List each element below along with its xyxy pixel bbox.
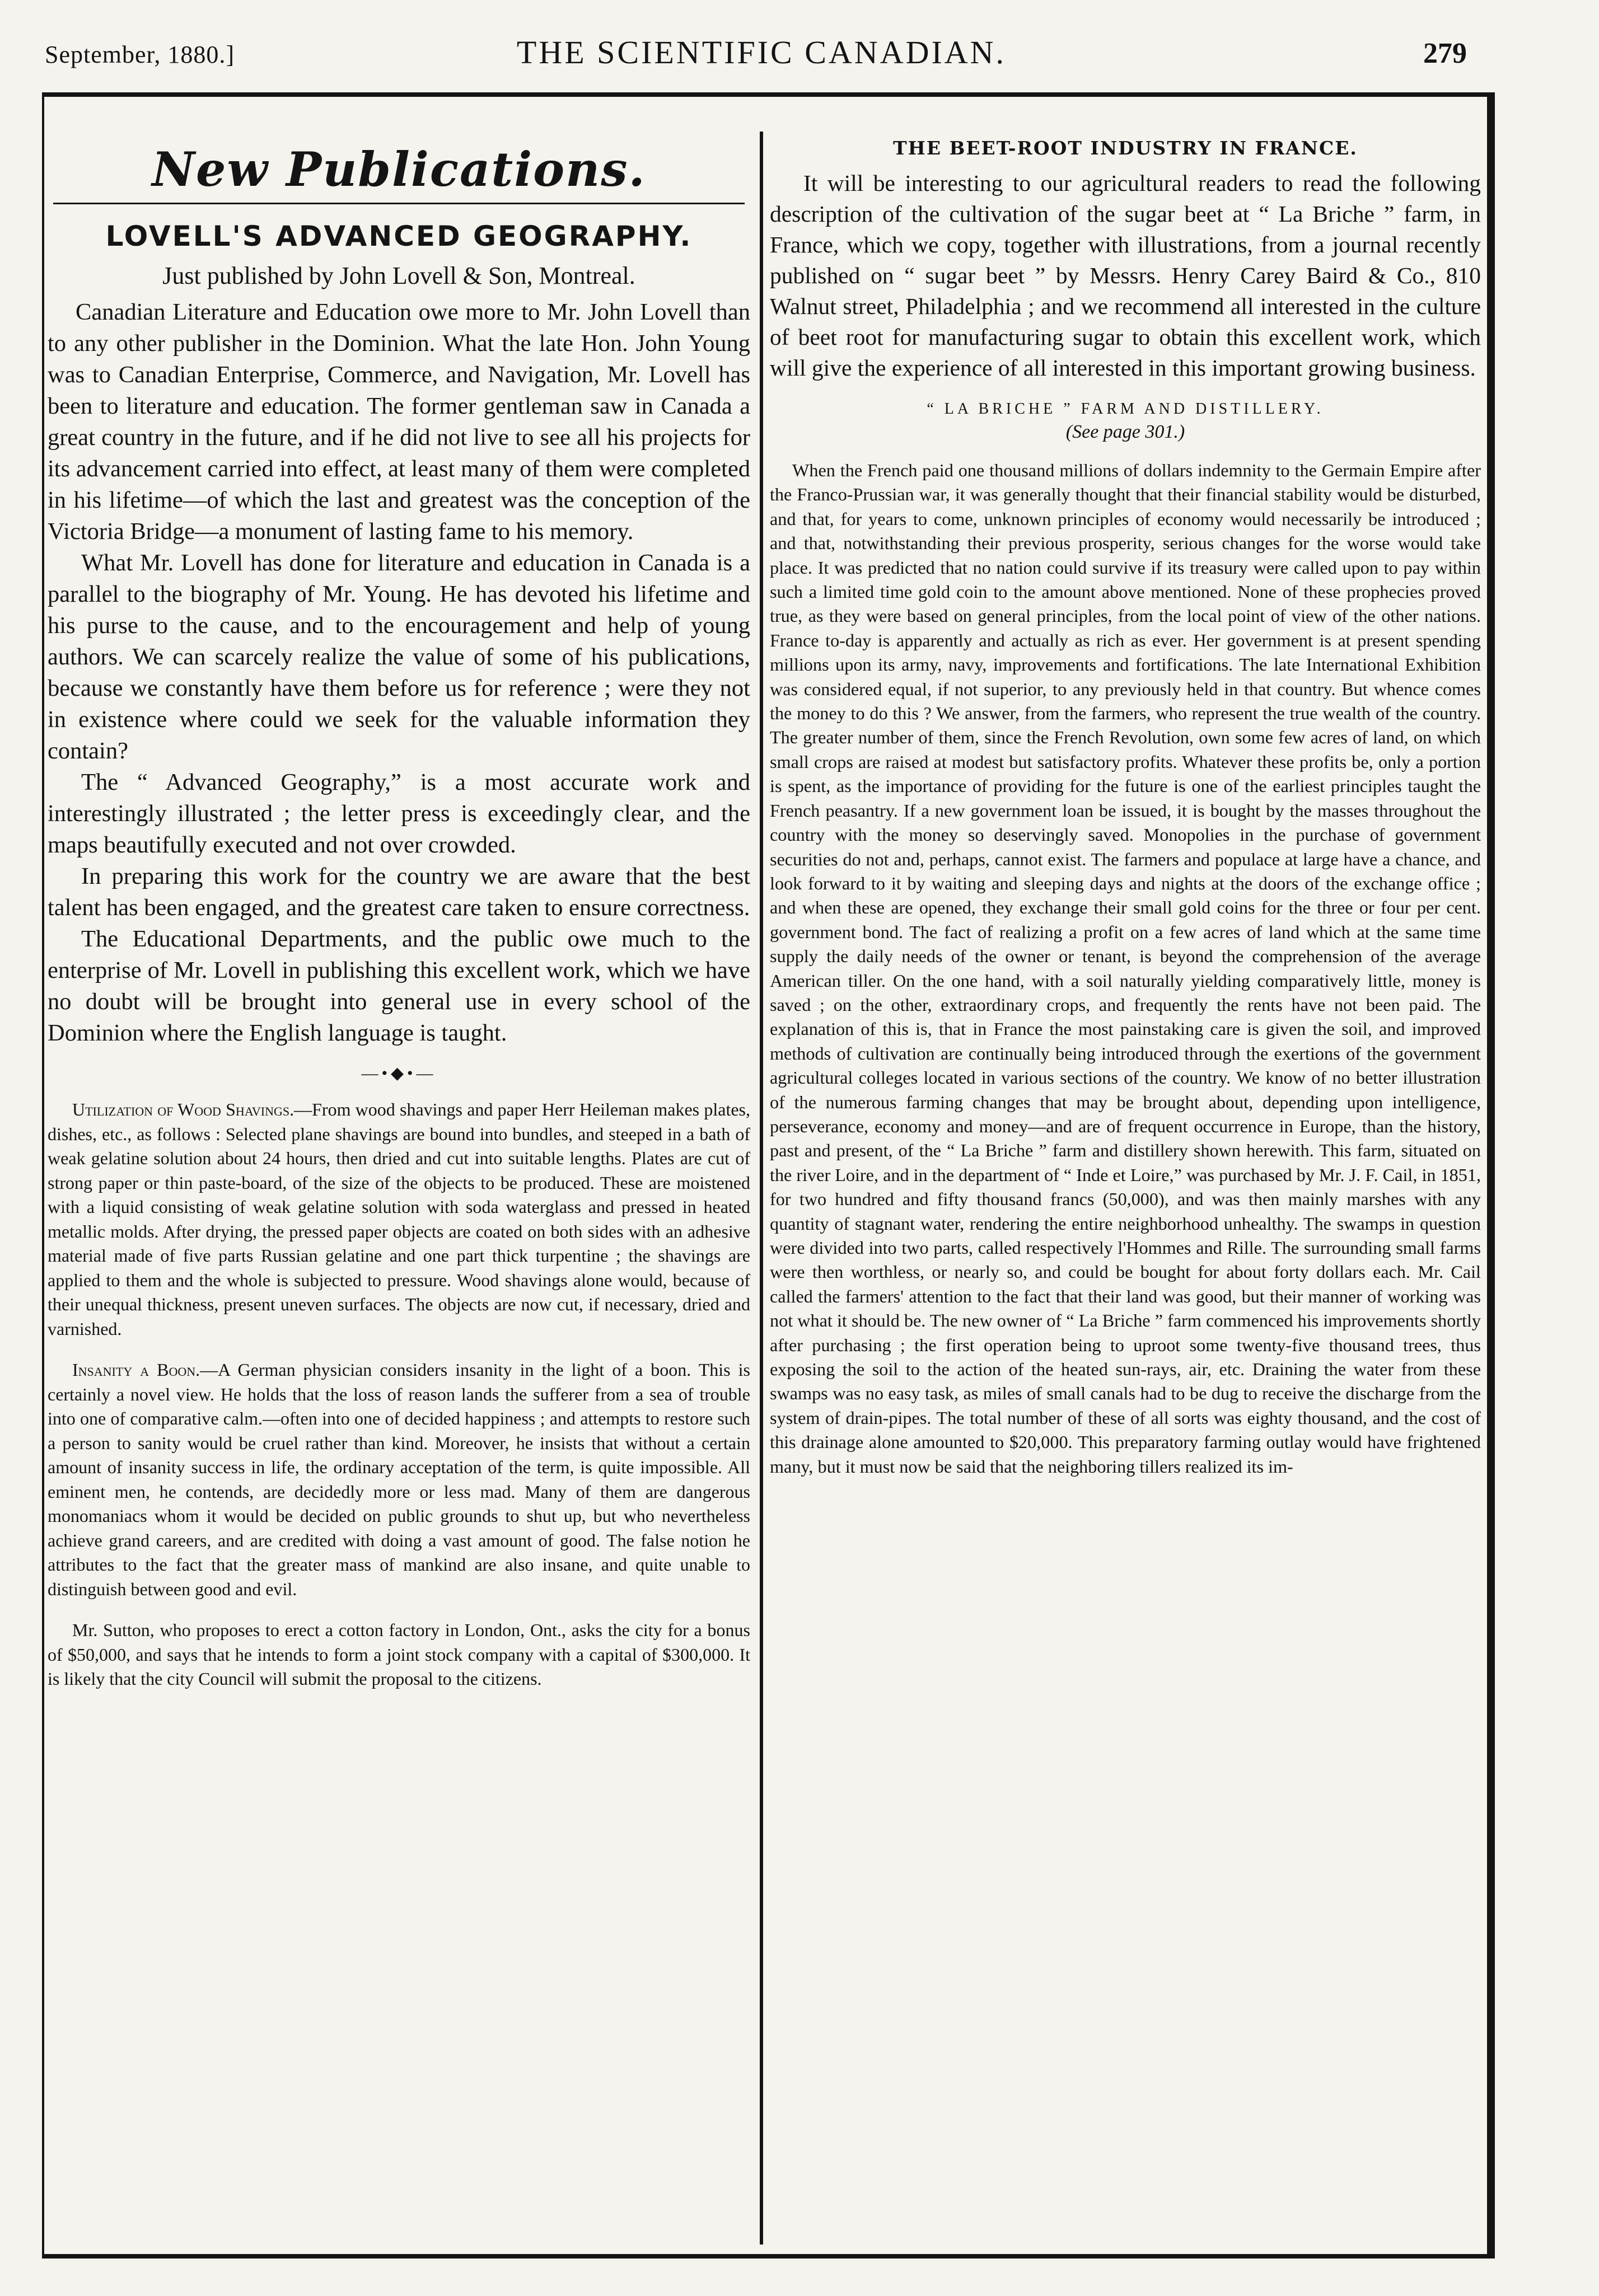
paragraph-body: —A German physician considers insanity in the light of a boon. This is certainly a novel view. He holds that the loss of reason lands the sufferer from a sea of trouble into one of comparative calm.—often into one of decided happiness ; and attempts to restore such a person to sanity would be cruel rather than kind. Moreover, he insists that without a certain amount of insanity success in life, the ordinary acceptation of the term, is quite impossible. All eminent men, he contends, are decidedly more or less mad. Many of them are dangerous monomaniacs whom it would be decided on public grounds to shut up, but who nevertheless achieve grand careers, and are credited with doing a vast amount of good. The false notion he attributes to the fact that the greater mass of mankind are also insane, and quite unable to distinguish between good and evil. xyxy=(48,1360,750,1599)
running-head xyxy=(45,34,1478,78)
paragraph-lead: Insanity a Boon. xyxy=(72,1360,200,1380)
article-title-lovell: LOVELL'S ADVANCED GEOGRAPHY. xyxy=(105,220,693,252)
paragraph-lead: Utilization of Wood Shavings. xyxy=(72,1099,294,1119)
article-separator: —•◆•— xyxy=(361,1064,437,1083)
paragraph-body: When the French paid one thousand millions of dollars indemnity to the Germain Empire after the Franco-Prussian war, it was generally thought that their financial stability would be disturbed, and that, for years to come, unknown principles of economy would necessarily be introduced ; and that, notwithstanding their previous prosperity, serious changes for the worse would take place. It was predicted that no nation could survive if its treasury were called upon to pay within such a limited time gold coin to the amount above mentioned. None of these prophecies proved true, as they were based on general principles, from the local point of view of the other nations. France to-day is apparently and actually as rich as ever. Her government is at present spending millions upon its army, navy, improvements and fortifications. The late International Exhibition was considered equal, if not superior, to any previously held in that country. But whence comes the money to do this ? We answer, from the farmers, who represent the true wealth of the country. The greater number of them, since the French Revolution, own some few acres of land, on which small crops are raised at modest but satisfactory profits. Whatever these profits be, only a portion is spent, as the importance of providing for the future is one of the earliest principles taught the French peasantry. If a new government loan be issued, it is bought by the masses throughout the country with the money so deservingly saved. Monopolies in the purchase of government securities do not and, perhaps, cannot exist. The farmers and populace at large have a chance, and look forward to it by waiting and sleeping days and nights at the doors of the exchange office ; and when these are opened, they exchange their small gold coins for the three or four per cent. government bond. The fact of realizing a profit on a few acres of land which at the same time supply the daily needs of the owner or tenant, is beyond the comprehension of the average American tiller. On the one hand, with a soil naturally yielding comparatively little, money is saved ; on the other, extraordinary crops, and frequently the rents have not been paid. The explanation of this is, that in France the most painstaking care is given the soil, and improved methods of cultivation are continually being introduced through the exertions of the government agricultural colleges located in various sections of the country. We know of no better illustration of the numerous farming changes that may be brought about, depending upon intelligence, perseverance, economy and money—and are of frequent occurrence in Europe, than the history, past and present, of the “ La Briche ” farm and distillery shown herewith. This farm, situated on the river Loire, and in the department of “ Inde et Loire,” was purchased by Mr. J. F. Cail, in 1851, for two hundred and fifty thousand francs (50,000), and was then mainly marshes with any quantity of stagnant water, rendering the entire neighborhood unhealthy. The swamps in question were divided into two parts, called respectively l'Hommes and Rille. The surrounding small farms were then worthless, or nearly so, and could be bought for about forty dollars each. Mr. Cail called the farmers' attention to the fact that their land was good, but their manner of working was not what it should be. The new owner of “ La Briche ” farm commenced his improvements shortly after purchasing ; the first operation being to uproot some twenty-five thousand trees, thus exposing the soil to the action of the heated sun-rays, air, etc. Draining the water from these swamps was no easy task, as miles of small canals had to be dug to receive the discharge from the system of drain-pipes. The total number of these of all sorts was eighty thousand, and the cost of this drainage alone amounted to $20,000. This preparatory farming outlay would have frightened many, but it must now be said that the neighboring tillers realized its im- xyxy=(770,460,1481,1477)
section-heading: New Publications. xyxy=(152,142,646,197)
journal-title: THE SCIENTIFIC CANADIAN. xyxy=(516,34,1007,71)
paragraph-body: —From wood shavings and paper Herr Heileman makes plates, dishes, etc., as follows : Selected plane shavings are bound into bundles, and steeped in a bath of weak gelatine solution about 24 hours, then dried and cut into suitable lengths. Plates are cut of strong paper or thin paste-board, of the size of the objects to be produced. These are moistened with a liquid consisting of weak gelatine solution with soda waterglass and pressed in heated metallic molds. After drying, the pressed paper objects are coated on both sides with an adhesive material made of five parts Russian gelatine and one part thick turpentine ; the shavings are applied to them and the whole is subjected to pressure. Wood shavings alone would, because of their unequal thickness, present uneven surfaces. The objects are now cut, if necessary, dried and varnished. xyxy=(48,1099,750,1339)
paragraph: Canadian Literature and Education owe more to Mr. John Lovell than to any other publisher in the Dominion. What the late Hon. John Young was to Canadian Enterprise, Commerce, and Navigation, Mr. Lovell has been to literature and education. The former gentleman saw in Canada a great country in the future, and if he did not live to see all his projects for its advancement carried into effect, at least many of them were completed in his lifetime—of which the last and greatest was the conception of the Victoria Bridge—a monument of lasting fame to his memory. xyxy=(48,299,750,545)
left-column xyxy=(48,132,750,2242)
article-byline: Just published by John Lovell & Son, Montreal. xyxy=(162,262,635,289)
paragraph-intro: It will be interesting to our agricultural readers to read the following description of the cultivation of the sugar beet at “ La Briche ” farm, in France, which we copy, together with illustrations, from a journal recently published on “ sugar beet ” by Messrs. Henry Carey Baird & Co., 810 Walnut street, Philadelphia ; and we recommend all interested in the culture of beet root for manufacturing sugar to obtain this excellent work, which will give the experience of all interested in this important growing business. xyxy=(770,170,1481,381)
paragraph-insanity xyxy=(48,1358,750,1601)
right-column xyxy=(770,132,1481,2242)
paragraph: What Mr. Lovell has done for literature and education in Canada is a parallel to the biography of Mr. Young. He has devoted his lifetime and his purse to the cause, and to the encouragement and help of young authors. We can scarcely realize the value of some of his publications, because we constantly have them before us for reference ; were they not in existence where could we seek for the valuable information they contain? xyxy=(48,550,750,764)
column-rule xyxy=(760,132,763,2245)
issue-date: September, 1880.] xyxy=(45,41,235,68)
page-number: 279 xyxy=(1423,38,1467,69)
paragraph-wood-shavings xyxy=(48,1098,750,1341)
sub-heading: “ LA BRICHE ” FARM AND DISTILLERY. xyxy=(927,400,1324,418)
paragraph: In preparing this work for the country we are aware that the best talent has been engaged, and the greatest care taken to ensure correctness. xyxy=(48,863,750,921)
paragraph-sutton: Mr. Sutton, who proposes to erect a cotton factory in London, Ont., asks the city for a bonus of $50,000, and says that he intends to form a joint stock company with a capital of $300,000. It is likely that the city Council will submit the proposal to the citizens. xyxy=(48,1620,750,1689)
paragraph: The “ Advanced Geography,” is a most accurate work and interestingly illustrated ; the letter press is exceedingly clear, and the maps beautifully executed and not over crowded. xyxy=(48,769,750,858)
see-page-note: (See page 301.) xyxy=(1065,421,1185,442)
heading-rule xyxy=(53,203,745,204)
paragraph: The Educational Departments, and the public owe much to the enterprise of Mr. Lovell in publishing this excellent work, which we have no doubt will be brought into general use in every school of the Dominion where the English language is taught. xyxy=(48,926,750,1046)
article-title-beet-root: THE BEET-ROOT INDUSTRY IN FRANCE. xyxy=(893,137,1358,159)
